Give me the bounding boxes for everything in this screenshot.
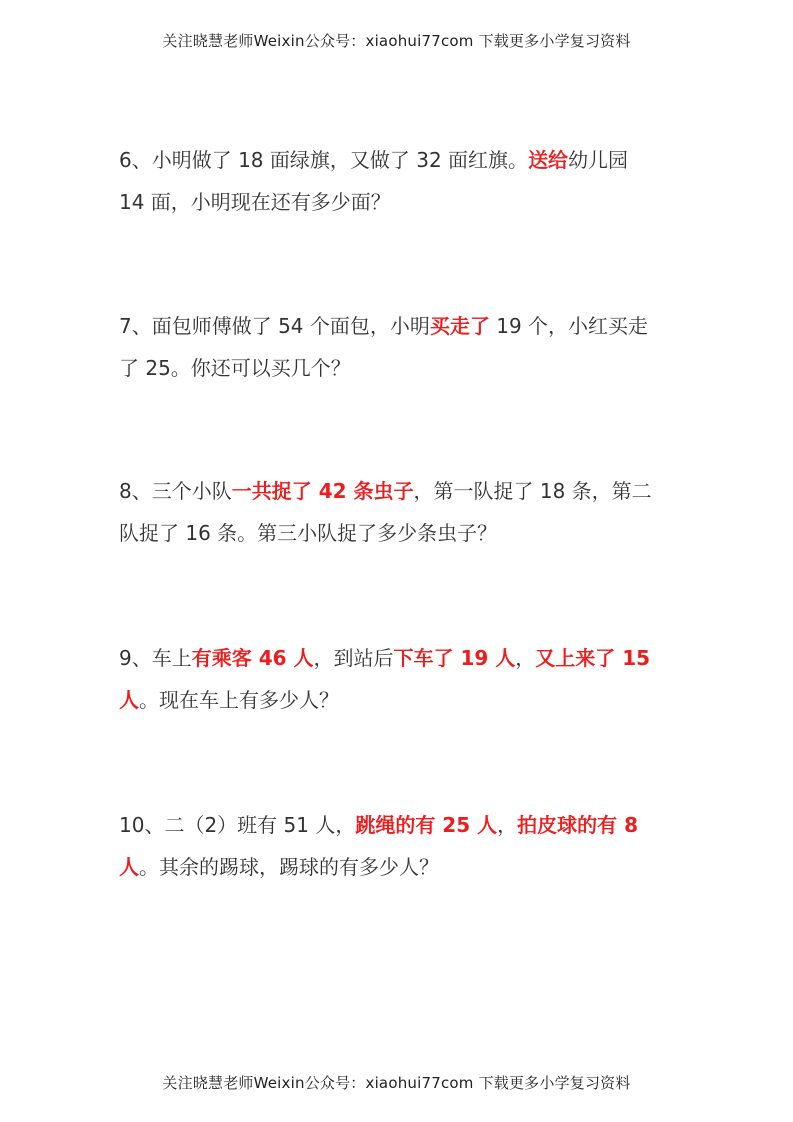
- question-9: [119, 637, 659, 721]
- question-9-text-1: 9、车上: [119, 646, 192, 670]
- question-7-text-2: 19 个，小红买走了 25。你还可以买几个？: [119, 314, 649, 380]
- page-header: 关注晓慧老师Weixin公众号：xiaohui77com 下载更多小学复习资料: [162, 32, 631, 50]
- question-7: [119, 305, 659, 389]
- question-6-highlight-1: 送给: [528, 148, 569, 172]
- question-10-highlight-1: 跳绳的有 25 人: [355, 813, 498, 837]
- question-10-text-3: 。其余的踢球，踢球的有多少人？: [139, 855, 439, 879]
- question-8-highlight-1: 一共捉了 42 条虫子: [231, 479, 414, 503]
- question-7-text-1: 7、面包师傅做了 54 个面包，小明: [119, 314, 430, 338]
- question-6-text-1: 6、小明做了 18 面绿旗，又做了 32 面红旗。: [119, 148, 529, 172]
- question-8-text-1: 8、三个小队: [119, 479, 232, 503]
- question-9-text-3: ，: [515, 646, 536, 670]
- question-8: [119, 470, 659, 554]
- question-6: [119, 139, 659, 223]
- page-footer: 关注晓慧老师Weixin公众号：xiaohui77com 下载更多小学复习资料: [162, 1074, 631, 1092]
- question-7-highlight-1: 买走了: [429, 314, 490, 338]
- question-8-text-2: ，第一队捉了 18 条，第二队捉了 16 条。第三小队捉了多少条虫子？: [119, 479, 652, 545]
- question-10: [119, 804, 659, 888]
- question-10-text-1: 10、二（2）班有 51 人，: [119, 813, 356, 837]
- question-9-highlight-3: 又上来了 15 人: [119, 646, 651, 712]
- question-9-highlight-2: 下车了 19 人: [393, 646, 516, 670]
- question-9-highlight-1: 有乘客 46 人: [191, 646, 314, 670]
- question-9-text-4: 。现在车上有多少人？: [139, 688, 339, 712]
- question-6-text-2: 幼儿园 14 面，小明现在还有多少面？: [119, 148, 629, 214]
- question-9-text-2: ，到站后: [313, 646, 394, 670]
- question-10-highlight-2: 拍皮球的有 8 人: [119, 813, 638, 879]
- question-10-text-2: ，: [497, 813, 518, 837]
